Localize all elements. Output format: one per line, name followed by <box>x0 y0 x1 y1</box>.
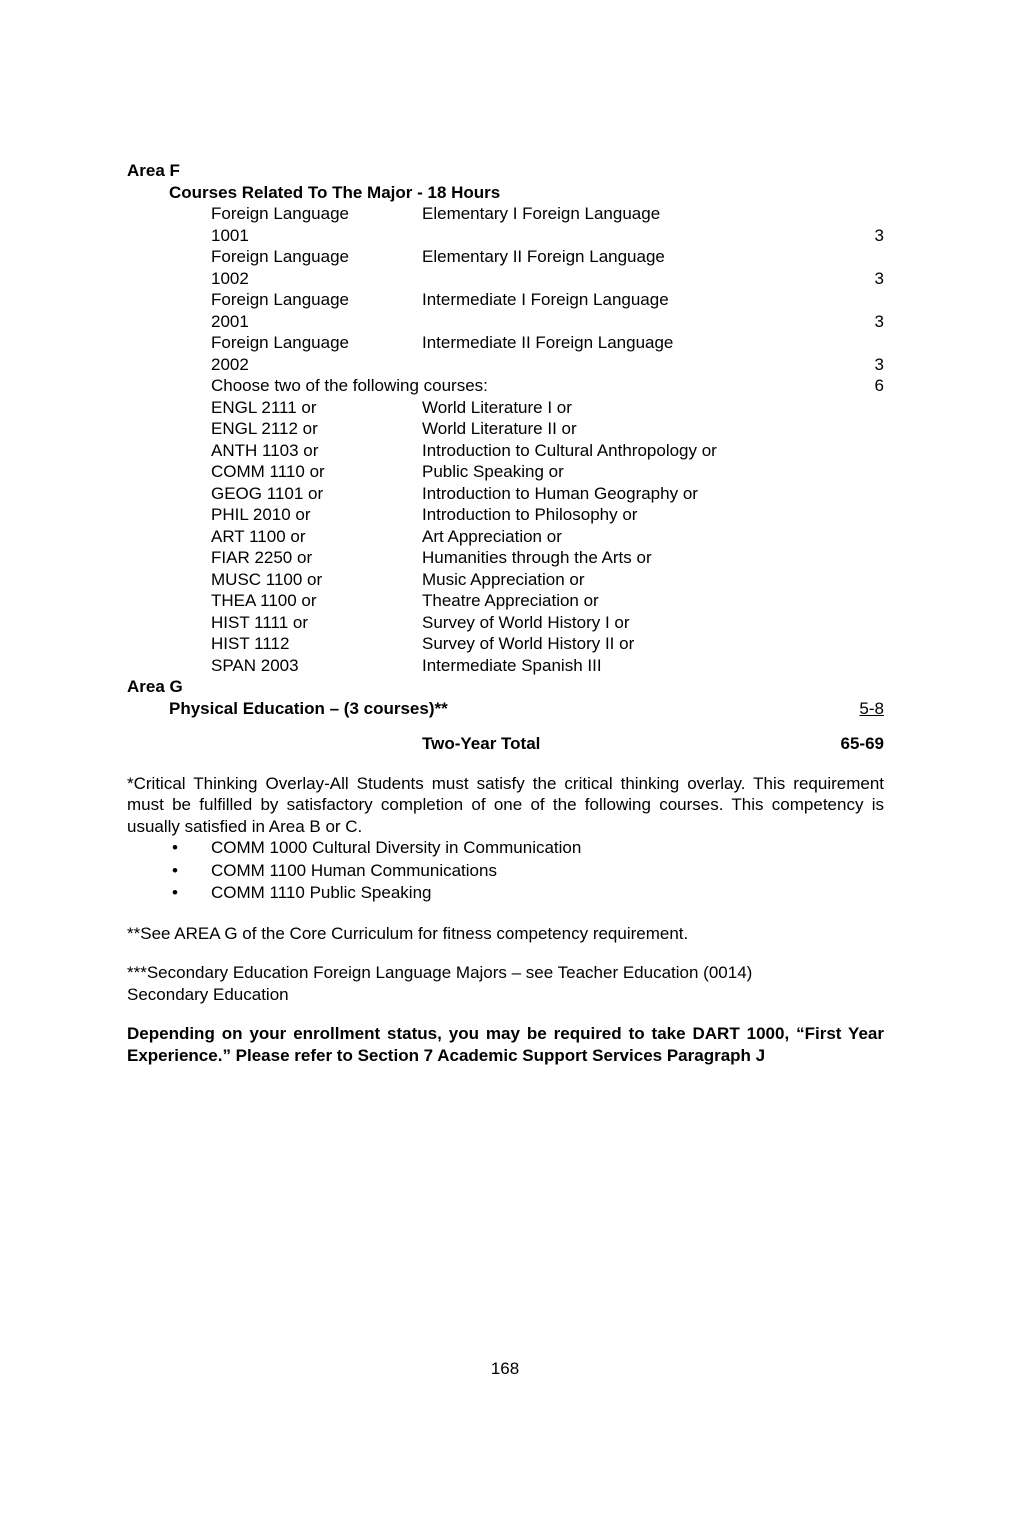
critical-thinking-bullets <box>127 837 884 905</box>
course-title: World Literature II or <box>422 419 577 438</box>
bullet-text: COMM 1100 Human Communications <box>211 860 497 880</box>
course-code: ENGL 2111 or <box>211 397 317 417</box>
language-course-row-cont <box>127 354 884 376</box>
area-g-note: **See AREA G of the Core Curriculum for fitness competency requirement. <box>127 923 689 943</box>
language-course-row <box>127 289 884 311</box>
course-title: Elementary I Foreign Language <box>422 204 661 223</box>
course-number: 2002 <box>211 354 249 374</box>
elective-course-row <box>127 526 884 548</box>
area-f-subheading: Courses Related To The Major - 18 Hours <box>169 182 501 202</box>
course-code: ENGL 2112 or <box>211 419 318 438</box>
area-f-heading: Area F <box>127 161 180 180</box>
bullet-text: COMM 1000 Cultural Diversity in Communication <box>211 838 582 857</box>
area-g-hours: 5-8 <box>859 698 884 718</box>
course-hours: 3 <box>874 268 884 288</box>
language-course-row-cont <box>127 225 884 247</box>
enrollment-note: Depending on your enrollment status, you may be required to take DART 1000, “First Year Experience.” Please refer to Section 7 Academic Support Services Paragraph J <box>127 1024 884 1065</box>
total-row <box>127 733 884 755</box>
area-g-heading: Area G <box>127 677 183 696</box>
course-title: World Literature I or <box>422 397 572 417</box>
course-code: FIAR 2250 or <box>211 548 313 567</box>
elective-course-row <box>127 612 884 634</box>
bullet-icon: • <box>172 838 178 857</box>
course-code: HIST 1112 <box>211 634 290 653</box>
elective-course-row <box>127 483 884 505</box>
bullet-item <box>127 882 884 905</box>
language-course-row-cont <box>127 268 884 290</box>
course-title: Music Appreciation or <box>422 569 585 589</box>
page-number: 168 <box>490 1359 520 1378</box>
secondary-note-line2: Secondary Education <box>127 984 289 1004</box>
course-code: SPAN 2003 <box>211 655 299 675</box>
course-title: Introduction to Philosophy or <box>422 505 638 524</box>
total-hours: 65-69 <box>840 734 884 753</box>
course-code: COMM 1110 or <box>211 462 325 481</box>
language-course-list <box>127 203 884 375</box>
area-g-subheading: Physical Education – (3 courses)** <box>169 698 448 718</box>
elective-course-row <box>127 418 884 440</box>
bullet-item <box>127 860 884 883</box>
bullet-text: COMM 1110 Public Speaking <box>211 883 432 902</box>
total-label: Two-Year Total <box>422 734 541 753</box>
course-title: Intermediate Spanish III <box>422 655 602 675</box>
document-body <box>127 160 884 1066</box>
bullet-icon: • <box>172 860 178 880</box>
language-course-row <box>127 203 884 225</box>
course-title: Public Speaking or <box>422 462 564 481</box>
critical-thinking-paragraph: *Critical Thinking Overlay-All Students must satisfy the critical thinking overlay. This requirement must be fulfilled by satisfactory completion of one of the following courses. This competency is usually satisfied in Area B or C. <box>127 773 884 836</box>
elective-course-list <box>127 397 884 677</box>
course-code: ANTH 1103 or <box>211 440 319 460</box>
course-code: Foreign Language <box>211 204 350 223</box>
course-title: Elementary II Foreign Language <box>422 247 665 266</box>
course-code: GEOG 1101 or <box>211 483 324 503</box>
elective-course-row <box>127 397 884 419</box>
elective-course-row <box>127 655 884 677</box>
course-title: Introduction to Cultural Anthropology or <box>422 440 717 460</box>
elective-course-row <box>127 569 884 591</box>
choose-hours: 6 <box>874 376 884 395</box>
course-title: Intermediate I Foreign Language <box>422 290 669 309</box>
bullet-item <box>127 837 884 860</box>
course-title: Art Appreciation or <box>422 526 562 546</box>
elective-course-row <box>127 461 884 483</box>
course-title: Humanities through the Arts or <box>422 548 652 567</box>
course-title: Survey of World History II or <box>422 634 635 653</box>
area-g-row <box>127 698 884 720</box>
elective-course-row <box>127 504 884 526</box>
course-code: MUSC 1100 or <box>211 569 323 589</box>
course-code: THEA 1100 or <box>211 591 317 610</box>
choose-row <box>127 375 884 397</box>
course-hours: 3 <box>874 311 884 331</box>
course-hours: 3 <box>874 225 884 245</box>
course-title: Introduction to Human Geography or <box>422 483 698 503</box>
course-title: Theatre Appreciation or <box>422 591 599 610</box>
course-code: ART 1100 or <box>211 526 306 546</box>
course-number: 1001 <box>211 225 249 245</box>
course-hours: 3 <box>874 354 884 374</box>
language-course-row <box>127 246 884 268</box>
bullet-icon: • <box>172 883 178 902</box>
choose-text: Choose two of the following courses: <box>211 376 488 395</box>
course-title: Survey of World History I or <box>422 612 630 632</box>
course-number: 1002 <box>211 268 249 288</box>
elective-course-row <box>127 440 884 462</box>
course-code: Foreign Language <box>211 333 350 352</box>
language-course-row-cont <box>127 311 884 333</box>
language-course-row <box>127 332 884 354</box>
course-code: Foreign Language <box>211 247 350 266</box>
course-title: Intermediate II Foreign Language <box>422 333 674 352</box>
elective-course-row <box>127 590 884 612</box>
secondary-note-line1: ***Secondary Education Foreign Language Majors – see Teacher Education (0014) <box>127 963 753 982</box>
course-code: HIST 1111 or <box>211 612 309 632</box>
elective-course-row <box>127 547 884 569</box>
elective-course-row <box>127 633 884 655</box>
course-number: 2001 <box>211 311 249 331</box>
course-code: Foreign Language <box>211 290 350 309</box>
course-code: PHIL 2010 or <box>211 505 311 524</box>
